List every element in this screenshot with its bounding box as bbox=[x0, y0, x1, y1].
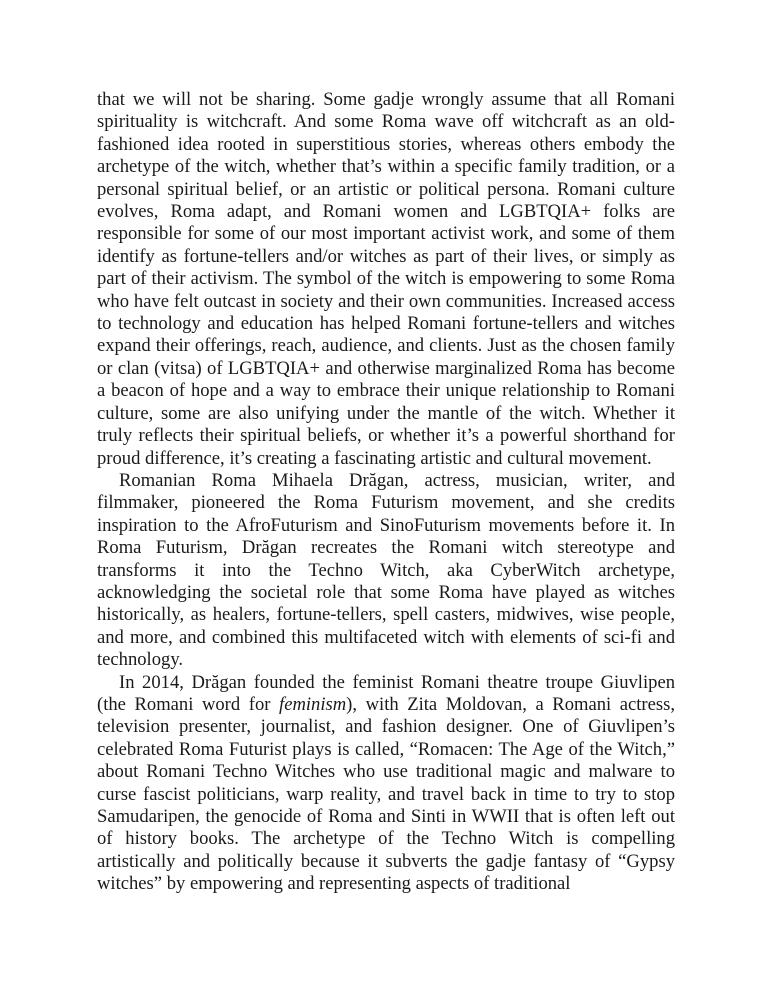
paragraph-1: that we will not be sharing. Some gadje wrongly assume that all Romani spirituality is witchcraft. And some Roma wave off witchcraft as an old-fashioned idea rooted in superstitious stories, whereas others embody the archetype of the witch, whether that’s within a specific family tradition, or a personal spiritual belief, or an artistic or political persona. Romani culture evolves, Roma adapt, and Romani women and LGBTQIA+ folks are responsible for some of our most important activist work, and some of them identify as fortune-tellers and/or witches as part of their lives, or simply as part of their activism. The symbol of the witch is empowering to some Roma who have felt outcast in society and their own communities. Increased access to technology and education has helped Romani fortune-tellers and witches expand their offerings, reach, audience, and clients. Just as the chosen family or clan (vitsa) of LGBTQIA+ and otherwise marginalized Roma has become a beacon of hope and a way to embrace their unique relationship to Romani culture, some are also unifying under the mantle of the witch. Whether it truly reflects their spiritual beliefs, or whether it’s a powerful shorthand for proud difference, it’s creating a fascinating artistic and cultural movement. bbox=[97, 89, 675, 469]
paragraph-2: Romanian Roma Mihaela Drăgan, actress, musician, writer, and filmmaker, pioneered the Roma Futurism movement, and she credits inspiration to the AfroFuturism and SinoFuturism movements before it. In Roma Futurism, Drăgan recreates the Romani witch stereotype and transforms it into the Techno Witch, aka CyberWitch archetype, acknowledging the societal role that some Roma have played as witches historically, as healers, fortune-tellers, spell casters, midwives, wise people, and more, and combined this multifaceted witch with elements of sci-fi and technology. bbox=[97, 469, 675, 671]
paragraph-3 bbox=[97, 672, 675, 896]
paragraph-3-emphasis: feminism bbox=[279, 693, 347, 715]
paragraph-3-rest: ), with Zita Moldovan, a Romani actress, television presenter, journalist, and fashion designer. One of Giuvlipen’s celebrated Roma Futurist plays is called, “Romacen: The Age of the Witch,” about Romani Techno Witches who use traditional magic and malware to curse fascist politicians, warp reality, and travel back in time to try to stop Samudaripen, the genocide of Roma and Sinti in WWII that is often left out of history books. The archetype of the Techno Witch is compelling artistically and politically because it subverts the gadje fantasy of “Gypsy witches” by empowering and representing aspects of traditional bbox=[97, 693, 675, 895]
paragraph-3-lead: In 2014, Drăgan founded the feminist Romani theatre troupe Giuvlipen (the Romani word for bbox=[97, 671, 675, 715]
document-page bbox=[97, 89, 675, 896]
